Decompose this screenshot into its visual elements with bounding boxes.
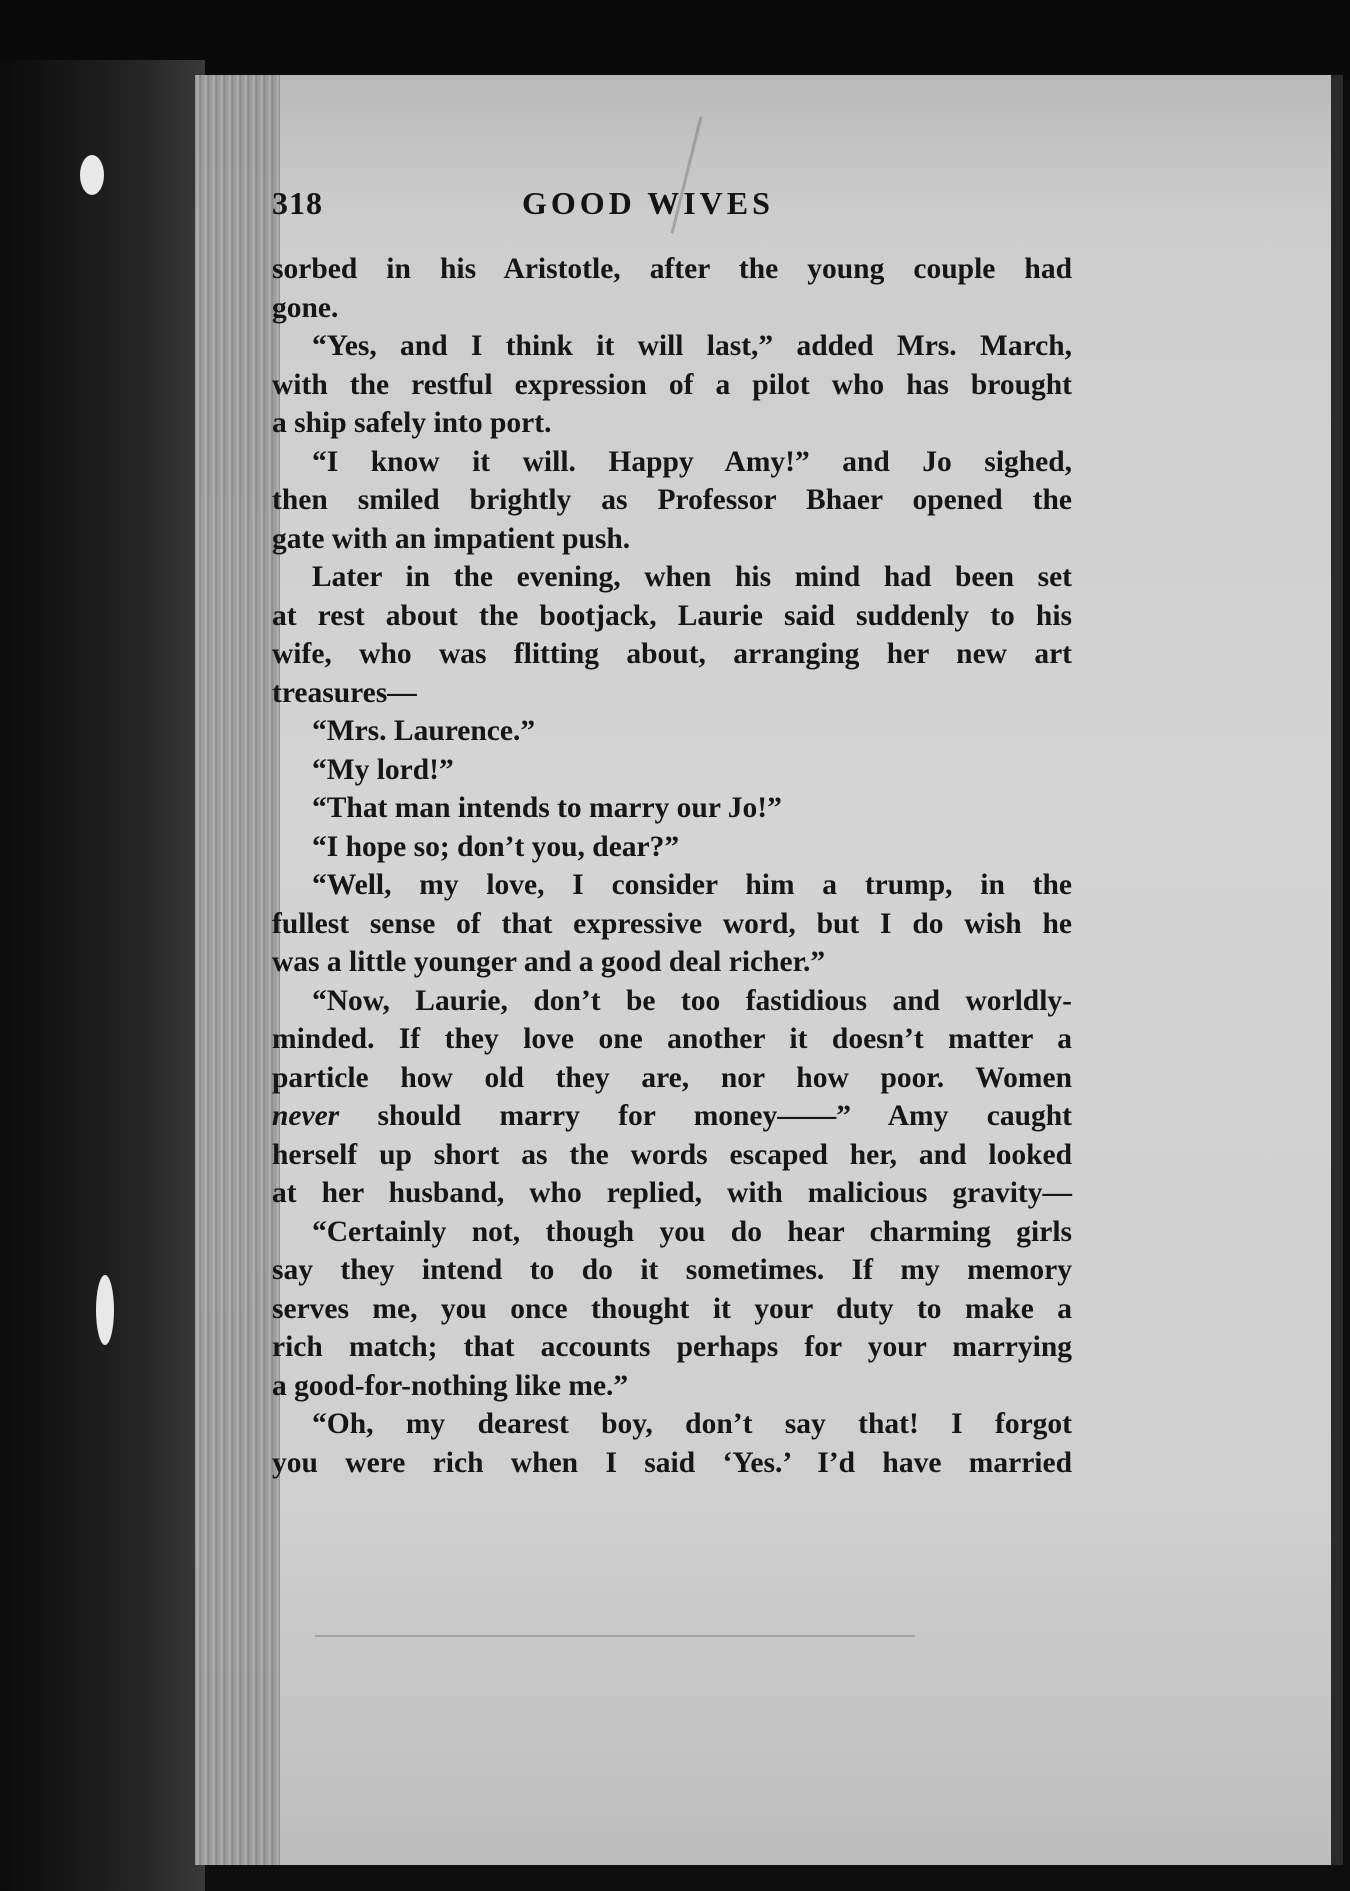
text-line-rest: should marry for money——” Amy caught xyxy=(339,1100,1072,1132)
body-text xyxy=(272,250,1072,1482)
spine-speck xyxy=(96,1275,114,1345)
text-line: herself up short as the words escaped her, and looked xyxy=(272,1138,1072,1171)
text-line: then smiled brightly as Professor Bhaer opened the xyxy=(272,484,1072,516)
running-title: GOOD WIVES xyxy=(522,185,774,221)
spine-speck xyxy=(80,155,104,195)
text-line: sorbed in his Aristotle, after the young couple had xyxy=(272,253,1072,285)
text-line: “Mrs. Laurence.” xyxy=(312,715,536,747)
text-line: rich match; that accounts perhaps for your marrying xyxy=(272,1331,1072,1363)
text-line: Later in the evening, when his mind had been set xyxy=(312,561,1072,593)
italic-word: never xyxy=(272,1100,340,1132)
text-line: “That man intends to marry our Jo!” xyxy=(312,792,782,824)
text-line: “Yes, and I think it will last,” added Mrs. March, xyxy=(312,330,1072,362)
page-right-edge xyxy=(1331,75,1343,1865)
text-line: gone. xyxy=(272,291,339,324)
text-line: “Oh, my dearest boy, don’t say that! I forgot xyxy=(312,1408,1072,1440)
text-line: at rest about the bootjack, Laurie said suddenly to his xyxy=(272,599,1072,632)
text-line: “Certainly not, though you do hear charming girls xyxy=(312,1215,1072,1248)
text-line: a ship safely into port. xyxy=(272,407,552,439)
text-line: was a little younger and a good deal richer.” xyxy=(272,946,826,978)
text-line: wife, who was flitting about, arranging her new art xyxy=(272,638,1072,670)
text-line: with the restful expression of a pilot who has brought xyxy=(272,368,1072,401)
text-line: say they intend to do it sometimes. If my memory xyxy=(272,1254,1072,1286)
text-line: serves me, you once thought it your duty to make a xyxy=(272,1292,1072,1325)
text-line xyxy=(272,1097,1072,1136)
text-line: “Now, Laurie, don’t be too fastidious and worldly- xyxy=(312,984,1072,1017)
text-line: “Well, my love, I consider him a trump, in the xyxy=(312,869,1072,901)
text-line: at her husband, who replied, with malicious gravity— xyxy=(272,1177,1072,1209)
text-line: “I hope so; don’t you, dear?” xyxy=(312,830,680,863)
text-line: particle how old they are, nor how poor. Women xyxy=(272,1061,1072,1094)
book-spine xyxy=(0,60,205,1891)
text-line: you were rich when I said ‘Yes.’ I’d have married xyxy=(272,1446,1072,1479)
text-line: minded. If they love one another it doesn’t matter a xyxy=(272,1023,1072,1055)
page-gutter xyxy=(195,75,280,1865)
text-line: gate with an impatient push. xyxy=(272,522,631,555)
text-line: “My lord!” xyxy=(312,753,454,786)
text-line: fullest sense of that expressive word, but I do wish he xyxy=(272,907,1072,940)
scan-scratch xyxy=(315,1635,915,1637)
page-number: 318 xyxy=(272,185,323,221)
text-line: treasures— xyxy=(272,676,417,709)
text-line: a good-for-nothing like me.” xyxy=(272,1369,629,1402)
text-line: “I know it will. Happy Amy!” and Jo sighed, xyxy=(312,445,1072,478)
